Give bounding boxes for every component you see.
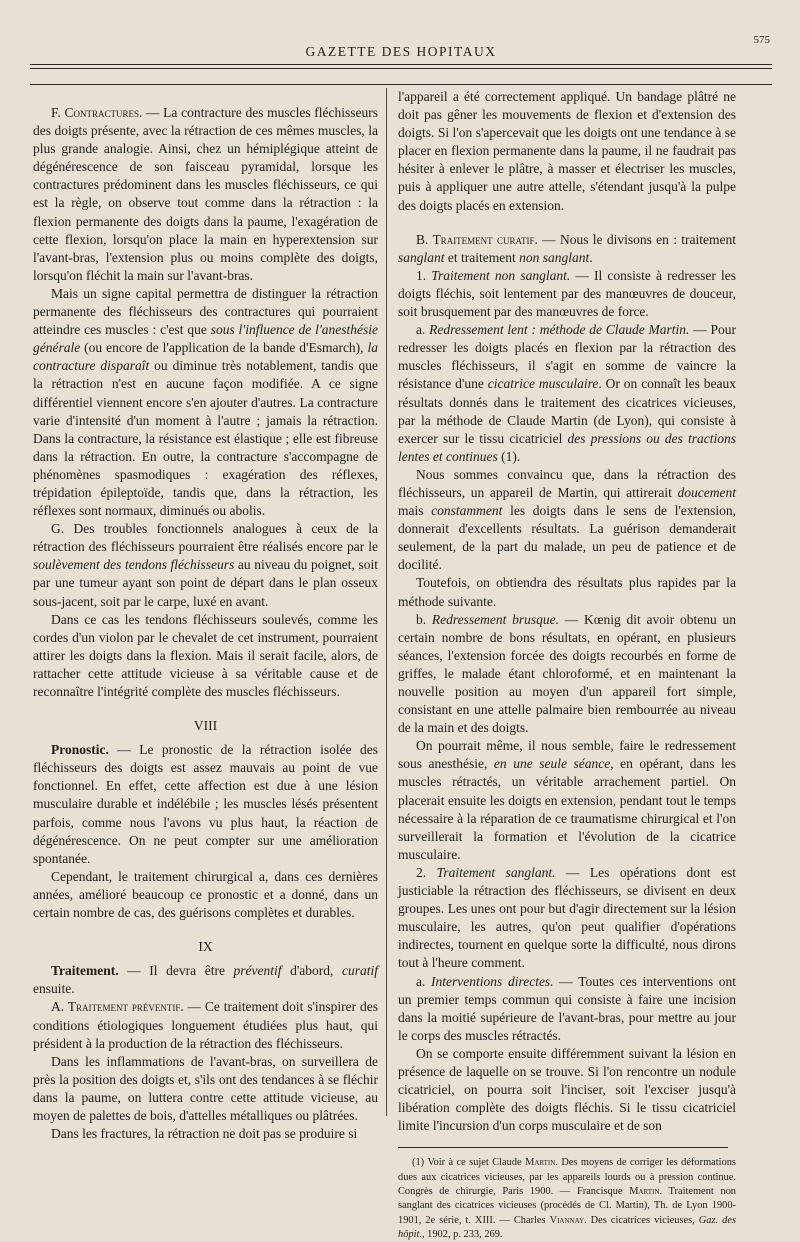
text-run: F. Contractures. (51, 105, 143, 120)
text-run: — La contracture des muscles fléchisseurs des doigts présente, avec la rétraction de ces mêmes muscles, la plus grande analogie. Ainsi, chez un hémiplégique atteint de dégénérescence de son faisceau pyramidal, lorsque les contractures prédominent dans les muscles fléchisseurs, ce qui est la règle, on observe tout comme dans la rétraction : la flexion permanente des doigts dans la paume, l'exagération de cette flexion, lorsqu'on place la main en hyperextension sur l'avant-bras, l'extension plus ou moins complète des doigts, lorsqu'on fléchit la main sur l'avant-bras. (33, 105, 379, 283)
paragraph-traitement-preventif (33, 998, 378, 1052)
text-run: a. (416, 322, 430, 338)
text-run: , 1902, p. 233, 269. (421, 1228, 503, 1240)
text-run: Mais un signe capital permettra de distinguer la rétraction permanente des fléchisseurs des contractures qui pourraient atteindre ces muscles : c'est que (33, 285, 378, 338)
paragraph-contractures (33, 104, 378, 285)
text-run: — Ce traitement doit s'inspirer des conditions étiologiques longuement étudiées plus haut, qui président à la production de la rétraction des fléchisseurs. (33, 999, 378, 1051)
paragraph-redressement-brusque (398, 611, 736, 738)
text-run: B. Traitement curatif. (416, 231, 538, 247)
text-run: , en opérant, dans les muscles rétractés, un véritable arrachement partiel. On placerait ensuite les doigts en extension, pendant tout le temps nécessaire à la réparation de ce traumatisme chirurgical et l'on surveillerait la formation et l'évolution de la cicatrice musculaire. (398, 756, 737, 862)
header-rule-thick (30, 64, 772, 65)
paragraph-traitement-chirurgical (33, 868, 378, 922)
paragraph-appareil-martin (398, 466, 736, 575)
text-run: (ou encore de l'application de la bande d'Esmarch), (80, 340, 368, 356)
paragraph-anesthesie (398, 737, 736, 864)
text-run: Redressement lent : méthode de Claude Martin. (429, 322, 690, 338)
paragraph-traitement (33, 962, 378, 998)
text-run: G. Des troubles fonctionnels analogues à ceux de la rétraction des fléchisseurs pourraient être réalisés encore par le (33, 521, 378, 555)
text-run: et traitement (444, 249, 520, 265)
text-run: préventif (233, 963, 282, 979)
text-run: cicatrice musculaire (487, 376, 599, 392)
paragraph-signe-capital (33, 285, 378, 520)
text-run: — Il consiste à redresser les doigts fléchis, soit lentement par des manœuvres de douceur, soit brusquement par des manœuvres de force. (398, 267, 737, 320)
paragraph-non-sanglant (398, 267, 736, 321)
text-run: — Nous le divisons en : traitement (537, 231, 736, 247)
paragraph-appareil (398, 88, 736, 215)
text-run: des pressions ou des tractions lentes et continues (398, 430, 737, 464)
paragraph-traitement-curatif (398, 231, 736, 267)
section-number-ix: IX (198, 939, 213, 955)
text-run: A. Traitement préventif. (51, 999, 184, 1015)
text-run: Traitement non sanglant. (431, 267, 571, 283)
paragraph-nodule-cicatriciel (398, 1045, 736, 1135)
text-run: (1) Voir à ce sujet Claude (412, 1157, 526, 1169)
paragraph-pronostic (33, 741, 378, 868)
text-run: — Le pronostic de la rétraction isolée des fléchisseurs des doigts est assez mauvais au point de vue fonctionnel. En effet, cette affection est due à une lésion musculaire durable et indélébile ; les muscles lésés présentent parfois, comme nous l'avons vu plus haut, la réaction de dégénérescence. On ne peut compter sur une amélioration spontanée. (33, 742, 378, 866)
text-run: curatif (342, 963, 378, 979)
text-run: 2. (416, 864, 437, 880)
paragraph-interventions-directes (398, 973, 736, 1045)
paragraph-redressement-lent (398, 321, 736, 466)
paragraph-traitement-sanglant (398, 864, 736, 973)
text-run: ou diminue très notablement, tandis que la rétraction n'est en aucune façon modifiée. A ce signe différentiel viennent encore s'en ajouter d'autres. La contracture varie d'intensité d'un moment à l'autre ; jamais la rétraction. Dans la contracture, la résistance est élastique ; elle est fibreuse dans la rétraction. En outre, la contracture s'accompagne de phénomènes spasmodiques : exagération des réflexes, trépidation épileptoïde, tandis que, dans la rétraction, les réflexes sont normaux, diminués ou abolis. (33, 358, 378, 519)
text-run: — Kœnig dit avoir obtenu un certain nombre de bons résultats, en opérant, en plusieurs séances, l'extension forcée des doigts recourbés en forme de griffes, le malade étant chloroformé, et en maintenant la nouvelle position au moyen d'un appareil fort simple, consistant en une attelle palmaire bien rembourrée au niveau de la main et des doigts. (398, 611, 737, 736)
text-run: au niveau du poignet, soit par une tumeur ayant son point de départ dans le plan osseux sous-jacent, soit par le carpe, luxé en avant. (33, 557, 378, 609)
text-run: Interventions directes. (431, 973, 554, 989)
section-number-viii: VIII (193, 718, 218, 734)
paragraph-inflammations (33, 1053, 378, 1125)
page-number: 575 (753, 34, 770, 46)
running-title: GAZETTE DES HOPITAUX (305, 44, 497, 59)
text-run: Pronostic. (51, 742, 109, 758)
text-run: ensuite. (33, 981, 75, 997)
left-column (33, 88, 378, 1143)
text-run: . Des cicatrices vicieuses, (584, 1214, 699, 1226)
text-run: Traitement sanglant. (436, 864, 556, 880)
text-run: non sanglant (519, 249, 590, 265)
header-rule-thin (30, 68, 772, 69)
text-run: . Des moyens de corriger les déformations dues aux cicatrices vicieuses, par les appareils lourds ou à pression continue. Congrès de chirurgie, Paris 1900. — Francisque (398, 1157, 736, 1197)
text-run: 1. (416, 267, 432, 283)
text-run: — Toutes ces interventions ont un premier temps commun qui consiste à faire une incision dans la moitié supérieure de l'avant-bras, pour mettre au jour le corps des muscles rétractés. (398, 973, 737, 1043)
text-run: Nous sommes convaincu que, dans la rétraction des fléchisseurs, un appareil de Martin, qui attirerait (398, 466, 736, 500)
text-run: l'appareil a été correctement appliqué. Un bandage plâtré ne doit pas gêner les mouvements de flexion et d'extension des doigts. Si l'on s'apercevait que les doigts ont une tendance à se placer en flexion permanente dans la paume, il ne faudrait pas hésiter à enlever le plâtre, à masser et électriser les muscles, puis à appliquer une autre attelle, s'étendant jusqu'à la pulpe des doigts placés en extension. (398, 89, 736, 213)
text-run: — Les opérations dont est justiciable la rétraction des fléchisseurs, se divisent en deux groupes. Les unes ont pour but d'agir directement sur la lésion musculaire, les autres, qu'on peut qualifier d'opérations indirectes, tournent en quelque sorte la difficulté, nous dirons tout à l'heure comment. (398, 864, 736, 971)
text-run: Dans ce cas les tendons fléchisseurs soulevés, comme les cordes d'un violon par le chevalet de cet instrument, pourraient attirer les doigts dans la flexion. Mais il serait facile, alors, de rattacher cette attitude vicieuse à sa véritable cause et de reconnaître l'intégrité complète des muscles fléchisseurs. (33, 611, 378, 699)
text-run: On pourrait même, il nous semble, faire le redressement sous anesthésie, (398, 738, 736, 772)
text-run: en une seule séance (493, 756, 611, 772)
text-run: . Or on connaît les beaux résultats donnés dans le traitement des cicatrices vicieuses, par la méthode de Claude Martin (de Lyon), qui consiste à exercer sur le tissu cicatriciel (398, 376, 736, 446)
text-run: Toutefois, on obtiendra des résultats plus rapides par la méthode suivante. (398, 575, 736, 609)
text-run: la contracture disparaît (33, 340, 378, 374)
header-rule-lower (30, 84, 772, 85)
text-run: Traitement. (51, 963, 119, 979)
text-run: b. (416, 611, 432, 627)
text-run: Dans les fractures, la rétraction ne doit pas se produire si (51, 1126, 358, 1142)
footnote (398, 1156, 736, 1242)
text-run: Gaz. des hôpit. (398, 1214, 736, 1240)
text-run: sanglant (398, 249, 445, 265)
text-run: Dans les inflammations de l'avant-bras, on surveillera de près la position des doigts et, s'ils ont des tendances à se fléchir dans la paume, on luttera contre cette attitude vicieuse, au moyen de palettes de bois, d'attelles métalliques ou plâtrées. (33, 1053, 378, 1123)
text-run: doucement (677, 484, 736, 500)
text-run: sous l'influence de l'anesthésie générale (33, 322, 378, 356)
text-run: . (589, 249, 593, 265)
paragraph-troubles-fonctionnels (33, 520, 378, 610)
text-run: Martin (629, 1185, 660, 1197)
text-run: — Il devra être (118, 963, 234, 979)
text-run: Redressement brusque. (431, 611, 559, 627)
paragraph-fractures (33, 1125, 378, 1143)
right-column (398, 88, 736, 1242)
text-run: les doigts dans le sens de l'extension, donnerait d'excellents résultats. La guérison demanderait seulement, de la part du malade, un peu de patience et de docilité. (398, 503, 737, 573)
footnote-rule (398, 1147, 728, 1148)
text-run: (1). (497, 448, 521, 464)
text-run: constamment (431, 503, 503, 519)
text-run: Viannay (549, 1214, 585, 1226)
paragraph-toutefois (398, 574, 736, 610)
text-run: Martin (525, 1157, 556, 1169)
text-run: . Traitement non sanglant des cicatrices vicieuses (procédés de Cl. Martin), Th. de Lyon 1900-1901, 2e série, t. XIII. — Charles (398, 1185, 736, 1226)
text-run: On se comporte ensuite différemment suivant la lésion en présence de laquelle on se trouve. Si l'on rencontre un nodule cicatriciel, on pourra soit l'inciser, soit l'exciser jusqu'à libération complète des doigts fléchis. Si le tissu cicatriciel limite l'incursion d'un corps musculaire et de son (398, 1045, 736, 1134)
text-run: d'abord, (281, 963, 342, 979)
text-run: soulèvement des tendons fléchisseurs (33, 557, 235, 573)
text-run: — Pour redresser les doigts placés en flexion par la rétraction des muscles fléchisseurs, il s'agit en somme de vaincre la résistance d'une (398, 322, 736, 392)
column-divider (386, 88, 387, 1116)
text-run: mais (398, 503, 432, 519)
text-run: Cependant, le traitement chirurgical a, dans ces dernières années, amélioré beaucoup ce pronostic et a donné, dans un certain nombre de cas, des guérisons complètes et durables. (33, 868, 378, 921)
paragraph-tendons-souleves (33, 611, 378, 701)
text-run: a. (416, 973, 432, 989)
